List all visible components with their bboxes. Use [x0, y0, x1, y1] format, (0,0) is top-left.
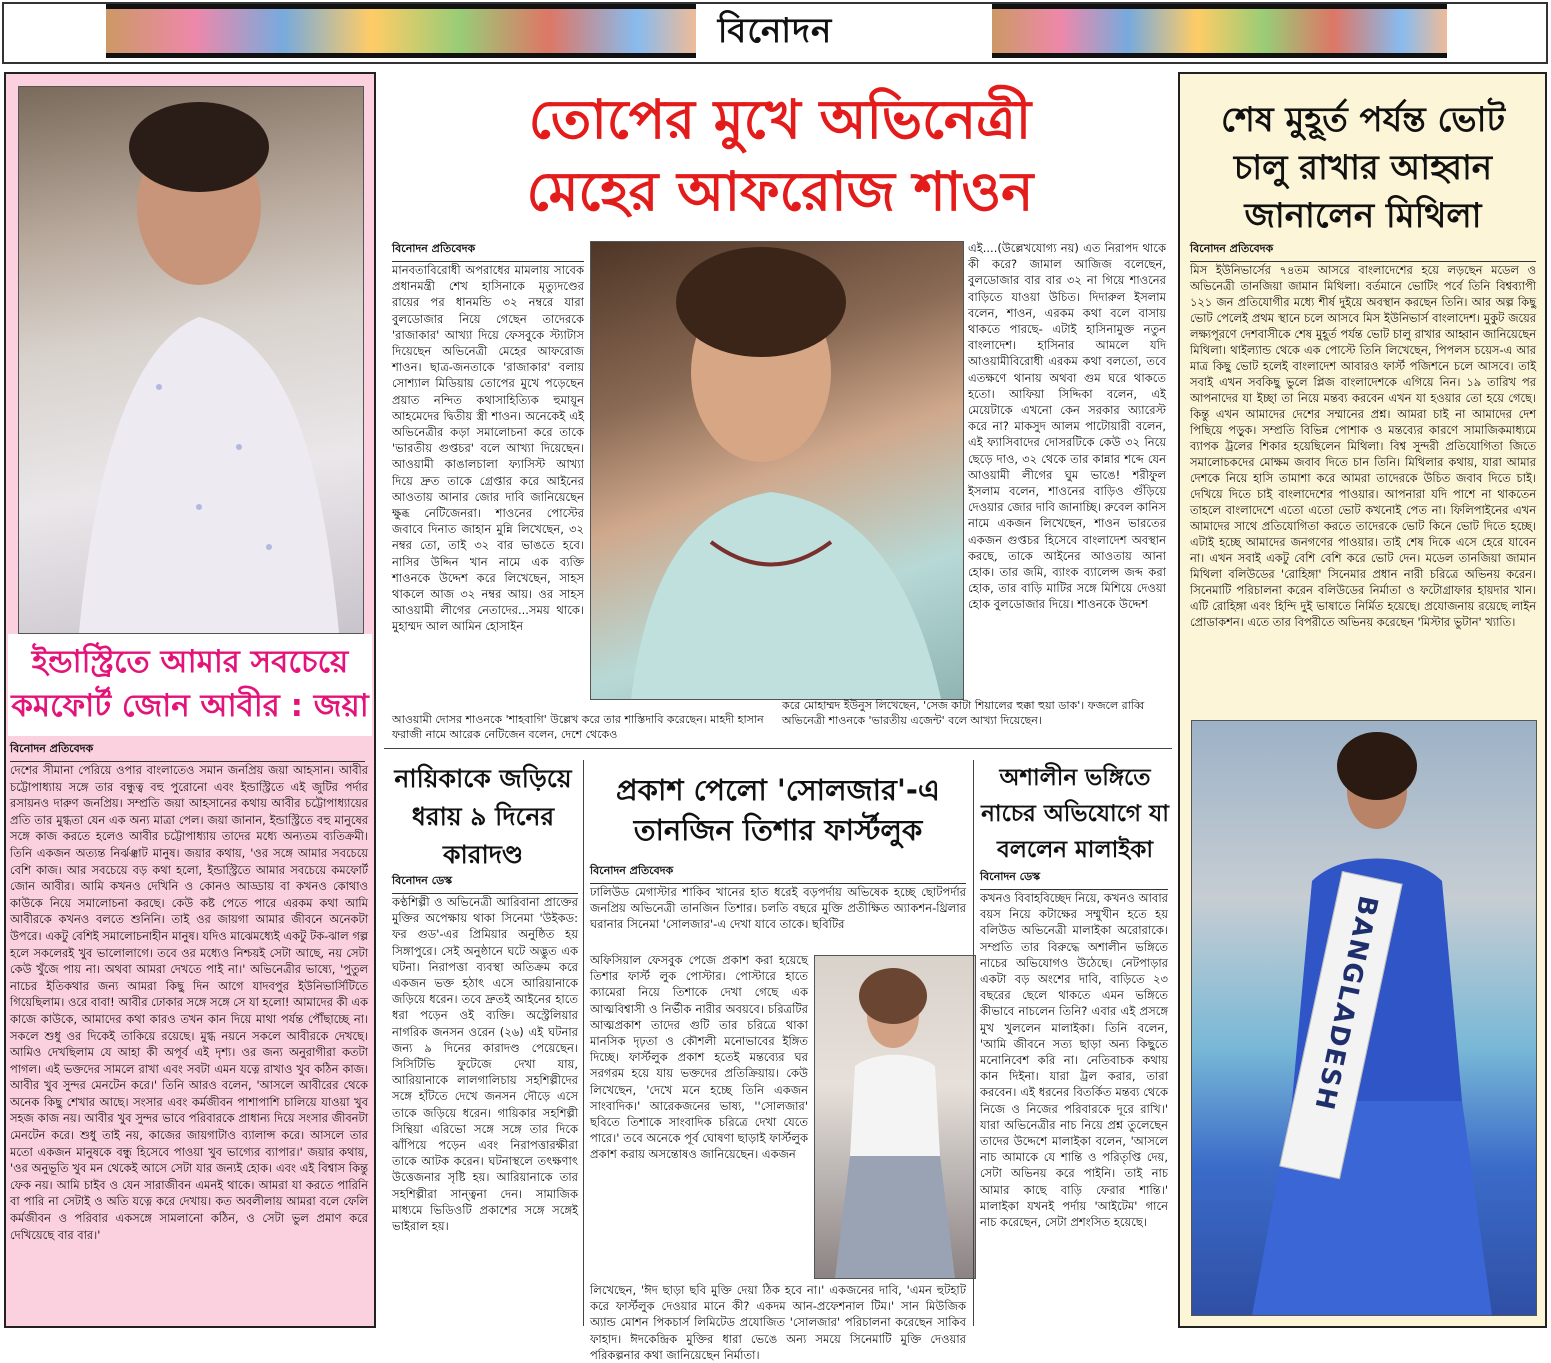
main-body-bottom-right: করে মোহাম্মদ ইউনুস লিখেছেন, 'সেজ কাটা শিয়ালের হুক্কা হুয়া ডাক'। ফজলে রাব্বি অভিনেত্রী শাওনকে 'ভারতীয় এজেন্ট' বলে আখ্যা দিয়েছেন। — [782, 699, 1145, 727]
film-strip-right — [992, 4, 1447, 58]
right-headline-line1: শেষ মুহূর্ত পর্যন্ত ভোট — [1220, 100, 1506, 140]
story-b3-byline: বিনোদন ডেস্ক — [980, 868, 1168, 890]
film-strip-left — [106, 4, 696, 58]
right-byline: বিনোদন প্রতিবেদক — [1190, 240, 1536, 262]
right-body: মিস ইউনিভার্সের ৭৪তম আসরে বাংলাদেশের হয়ে লড়ছেন মডেল ও অভিনেত্রী তানজিয়া জামান মিথিলা। বর্তমানে ভোটিং পর্বে তিনি বিশ্বব্যাপী ১২১ জন প্রতিযোগীর মধ্যে শীর্ষ দুইয়ে অবস্থান করছেন তিনি। আর অল্প কিছু ভোট পেলেই প্রথম স্থানে চলে আসবে মিস ইউনিভার্স বাংলাদেশ। মুকুট জয়ের লক্ষ্যপূরণে দেশবাসীকে শেষ মুহূর্ত পর্যন্ত ভোট চালু রাখার আহ্বান জানিয়েছেন মিথিলা। থাইল্যান্ড থেকে এক পোস্টে তিনি লিখেছেন, পিপলস চয়েস-এ আর মাত্র কিছু ভোট হলেই বাংলাদেশ আবারও ফার্স্ট পজিশনে চলে আসবে। তাই সবাই এখন সবকিছু ভুলে প্লিজ বাংলাদেশকে এগিয়ে নিন। ১৯ তারিখ পর আপনাদের যা ইচ্ছা তা নিয়ে মন্তব্য করবেন এখন যা হওয়ার তো হয়ে গেছে। কিন্তু এখন আমাদের দেশের সম্মানের প্রশ্ন। আমরা চাই না আমাদের দেশ পিছিয়ে পড়ুক। সম্প্রতি বিভিন্ন পোশাক ও মন্তব্যের কারণে সামাজিকমাধ্যমে ব্যাপক ট্রলের শিকার হয়েছিলেন মিথিলা। বিশ্ব সুন্দরী প্রতিযোগিতা জিতে সমালোচকদের মোক্ষম জবাব দিতে চান তিনি। মিথিলার কথায়, যারা আমার দেশকে নিয়ে হাসি তামাশা করে আমরা তাদেরকে উচিত জবাব দিতে চাই। দেখিয়ে দিতে চাই বাংলাদেশের পাওয়ার। আপনারা যদি পাশে না থাকতেন তাহলে বাংলাদেশে এতো এতো ভোট কখনোই পেত না। ফিলিপাইনের এখন আমাদের সাথে প্রতিযোগিতা করতে তাদেরকে ভোট কিনে ভোট দিতে হচ্ছে। এটাই হচ্ছে আমাদের জনগণের পাওয়ার। তাই শেষ দিকে এসে হেরে যাবেন না। এখন সবাই একটু বেশি বেশি করে ভোট দেন। মডেল তানজিয়া জামান মিথিলা বলিউডের 'রোহিঙ্গা' সিনেমার প্রধান নারী চরিত্রে অভিনয় করেন। সিনেমাটি পরিচালনা করেন বলিউডের নির্মাতা ও ফটোগ্রাফার হায়দার খান। এটি রোহিঙ্গা এবং হিন্দি দুই ভাষাতে নির্মিত হয়েছে। প্রযোজনায় রয়েছে লাইন প্রোডাকশন। এতে তার বিপরীতে অভিনয় করেছেন 'মিস্টার ভুটান' খ্যাতি। — [1190, 263, 1536, 629]
story-b1-body: কণ্ঠশিল্পী ও অভিনেত্রী আরিবানা প্রাক্তের মুক্তির অপেক্ষায় থাকা সিনেমা 'উইকড: ফর গুড'-এর প্রিমিয়ার অনুষ্ঠিত হয় সিঙ্গাপুরে। সেই অনুষ্ঠানে ঘটে অদ্ভুত এক ঘটনা। নিরাপত্তা ব্যবস্থা অতিক্রম করে একজন ভক্ত হঠাৎ এসে আরিয়ানাকে জড়িয়ে ধরেন। তবে দ্রুতই আইনের হাতে ধরা পড়েন ওই ব্যক্তি। অস্ট্রেলিয়ার নাগরিক জনসন ওরেন (২৬) এই ঘটনার জন্য ৯ দিনের কারাদণ্ড পেয়েছেন। সিসিটিভি ফুটেজে দেখা যায়, আরিয়ানাকে লালগালিচায় সহশিল্পীদের সঙ্গে হাঁটতে দেখে জনসন দৌড়ে এসে তাকে জড়িয়ে ধরেন। গায়িকার সহশিল্পী সিন্থিয়া এরিভো সঙ্গে সঙ্গে তার দিকে ঝাঁপিয়ে পড়েন এবং নিরাপত্তারক্ষীরা তাকে আটক করেন। ঘটনাস্থলে তৎক্ষণাৎ উত্তেজনার সৃষ্টি হয়। আরিয়ানাকে তার সহশিল্পীরা সান্ত্বনা দেন। সামাজিক মাধ্যমে ভিডিওটি প্রকাশের সঙ্গে সঙ্গেই ভাইরাল হয়। — [392, 895, 578, 1234]
story-b1-byline: বিনোদন ডেস্ক — [392, 872, 578, 894]
story-b2-body-top: ঢালিউড মেগাস্টার শাকিব খানের হাত ধরেই বড়পর্দায় অভিষেক হচ্ছে ছোটপর্দার জনপ্রিয় অভিনেত্রী তানজিন তিশার। চলতি বছরে মুক্তি প্রতীক্ষিত অ্যাকশন-থ্রিলার ঘরানার সিনেমা 'সোলজার'-এ দেখা যাবে তাকে। ছবিটির — [590, 885, 966, 932]
tisha-photo — [814, 955, 976, 1279]
right-headline-line2: চালু রাখার আহ্বান — [1233, 148, 1493, 188]
main-body-col3: এই....(উল্লেখযোগ্য নয়) এত নিরাপদ থাকে কী করে? জামাল আজিজ বলেছেন, বুলডোজার বার বার ৩২ না গিয়ে শাওনের বাড়িতে যাওয়া উচিত। দিদারুল ইসলাম বলেন, শাওন, এরকম কথা বলে বাসায় থাকতে পারছে- এটাই হাসিনামুক্ত নতুন বাংলাদেশ। হাসিনার আমলে যদি আওয়ামীবিরোধী এরকম কথা বলতো, তবে এতক্ষণে থানায় অথবা গুম ঘরে থাকতে হতো। আফিয়া সিদ্দিকা বলেন, এই মেয়েটাকে এখনো কেন সরকার অ্যারেস্ট করে না? মাকসুদ আলম পাটোয়ারী বলেন, এই ফ্যাসিবাদের দোসরটিকে কেউ ৩২ নিয়ে ছেড়ে দাও, ৩২ থেকে তার কান্নার শব্দে যেন আওয়ামী লীগের ঘুম ভাঙে! শরীফুল ইসলাম বলেন, শাওনের বাড়িও গুঁড়িয়ে দেওয়ার জোর দাবি জানাচ্ছি। রুবেল কানিস নামে একজন লিখেছেন, শাওন ভারতের একজন গুপ্তচর হিসেবে বাংলাদেশ অবস্থান করছে, তাকে আইনের আওতায় আনা হোক। তার জমি, ব্যাংক ব্যালেন্স জব্দ করা হোক, তার বাড়ি মাটির সঙ্গে মিশিয়ে দেওয়া হোক বুলডোজার দিয়ে। শাওনকে উদ্দেশ — [968, 241, 1166, 612]
story-b1-line3: কারাদণ্ড — [442, 840, 524, 869]
left-headline — [8, 634, 372, 736]
left-byline: বিনোদন প্রতিবেদক — [10, 740, 365, 762]
story-b2-byline: বিনোদন প্রতিবেদক — [590, 862, 966, 884]
main-body-col1: মানবতাবিরোধী অপরাধের মামলায় সাবেক প্রধানমন্ত্রী শেখ হাসিনাকে মৃত্যুদণ্ডের রায়ের পর ধানমন্ডি ৩২ নম্বরে যারা বুলডোজার নিয়ে গেছেন তাদেরকে 'রাজাকার' আখ্যা দিয়ে ফেসবুকে স্ট্যাটাস দিয়েছেন অভিনেত্রী মেহের আফরোজ শাওন। ছাত্র-জনতাকে 'রাজাকার' বলায় সোশ্যাল মিডিয়ায় তোপের মুখে পড়েছেন প্রয়াত নন্দিত কথাসাহিত্যিক হুমায়ূন আহমেদের দ্বিতীয় স্ত্রী শাওন। অনেকেই এই অভিনেত্রীর কড়া সমালোচনা করে তাকে 'ভারতীয় গুপ্তচর' বলে আখ্যা দিয়েছেন। আওয়ামী কাঙালচালা ফ্যাসিস্ট আখ্যা দিয়ে দ্রুত তাকে গ্রেপ্তার করে আইনের আওতায় আনার জোর দাবি জানিয়েছেন ক্ষুব্ধ নেটিজেনরা। শাওনের পোস্টের জবাবে দিনাত জাহান মুন্নি লিখেছেন, ৩২ নম্বর তো, তাই ৩২ বার ভাঙতে হবে। নাসির উদ্দিন খান নামে এক ব্যক্তি শাওনকে উদ্দেশ করে লিখেছেন, সাহস থাকলে আজ ৩২ নম্বর আয়। ওর সাহস আওয়ামী লীগের নেতাদের...সময় থাকে। মুহাম্মদ আল আমিন হোসাইন — [392, 263, 584, 634]
jaya-photo-art — [19, 87, 363, 633]
story-b3-line1: অশালীন ভঙ্গিতে — [999, 765, 1151, 791]
story-b2-body-bottom: লিখেছেন, 'ঈদ ছাড়া ছবি মুক্তি দেয়া ঠিক হবে না।' একজনের দাবি, 'এমন হুটহাট করে ফার্স্টলুক দেওয়ার মানে কী? একদম আন-প্রফেশনাল টিম।' সান মিউজিক অ্যান্ড মোশন পিকচার্স লিমিটেড প্রযোজিত 'সোলজার' পরিচালনা করেছেন সাকিব ফাহাদ। ঈদকেন্দ্রিক মুক্তির ধারা ভেঙে অন্য সময়ে সিনেমাটি মুক্তি দেওয়ার পরিকল্পনার কথা জানিয়েছেন নির্মাতা। — [590, 1283, 966, 1362]
main-byline: বিনোদন প্রতিবেদক — [392, 240, 584, 262]
story-b1-line1: নায়িকাকে জড়িয়ে — [394, 764, 572, 793]
main-bottom-rule — [384, 748, 1172, 749]
story-b1-headline — [388, 760, 578, 874]
left-headline-line2: কমফোর্ট জোন আবীর : জয়া — [11, 688, 369, 724]
story-b2-line1: প্রকাশ পেলো 'সোলজার'-এ — [616, 773, 940, 807]
rule-b1-b2 — [583, 760, 584, 1326]
main-headline-line1: তোপের মুখে অভিনেত্রী — [528, 88, 1032, 151]
shaon-photo — [590, 241, 964, 700]
left-headline-line1: ইন্ডাস্ট্রিতে আমার সবচেয়ে — [31, 644, 349, 680]
main-headline — [390, 84, 1170, 228]
story-b2-line2: তানজিন তিশার ফার্স্টলুক — [633, 813, 923, 847]
story-b2-headline — [588, 770, 968, 850]
jaya-photo — [18, 86, 364, 634]
rule-b2-b3 — [973, 760, 974, 1326]
story-b3-line3: বললেন মালাইকা — [996, 837, 1154, 863]
tisha-photo-art — [815, 956, 975, 1278]
story-b3-headline — [978, 760, 1172, 868]
right-headline — [1190, 96, 1536, 240]
left-body: দেশের সীমানা পেরিয়ে ওপার বাংলাতেও সমান জনপ্রিয় জয়া আহসান। আবীর চট্টোপাধ্যায় সঙ্গে তার বন্ধুত্ব বহু পুরোনো এবং ইন্ডাস্ট্রিতে এই জুটির পর্দার রসায়নও দারুণ জনপ্রিয়। সম্প্রতি জয়া আহসানের কথায় আবীর চট্টোপাধ্যায়ের প্রতি তার মুগ্ধতা যেন এক অন্য মাত্রা পেল। জয়া জানান, ইন্ডাস্ট্রিতে বহু মানুষের সঙ্গে কাজ করতে হলেও আবীর চট্টোপাধ্যায় তাদের মধ্যে অন্যতম ব্যতিক্রমী। তিনি একজন অত্যন্ত নির্ঝঞ্ঝাট মানুষ। জয়ার কথায়, 'ওর সঙ্গে আমার সবচেয়ে বেশি কাজ। আর সবচেয়ে বড় কথা হলো, ইন্ডাস্ট্রিতে আমার সবচেয়ে কমফোর্ট জোন আবীর। আমি কখনও দেখিনি ও কোনও আড্ডায় বা কখনও কোথাও কাউকে নিয়ে সমালোচনা করছে। কেউ কষ্ট পেতে পারে এরকম কথা আমি আবীরকে কখনও বলতে শুনিনি। তাই ওর জায়গা আমার জীবনে অনেকটা উপরে। একটু বেশিই সমালোচনাহীন মানুষ। যদিও মাঝেমধ্যেই একটু টক-ঝাল গল্প হলে সকলেরই খুব ভালোলাগে। তবে ওর মধ্যেও নিশ্চয়ই সেটা আছে, নয় সেটা কেউ খুঁজে পায় না। অথবা আমরা দেখতে পাই না।' অভিনেত্রীর ভাষ্যে, 'পুতুল নাচের ইতিকথার জন্য আমরা কিছু দিন আগে যাদবপুর ইউনিভার্সিটিতে গিয়েছিলাম। ওরে বাবা! আবীর ঢোকার সঙ্গে সঙ্গে সে যা হলো! আমাদের কী এক কাজে কাউকে, আমাদের কথা কারও তখন কান দিয়ে মাথা পর্যন্ত পৌঁছাচ্ছে না। সকলে শুধু ওর দিকেই তাকিয়ে রয়েছে। মুগ্ধ নয়নে সকলে আবীরকে দেখছে। আমিও দেখছিলাম যে আহা কী অপূর্ব এই দৃশ্য। ওর জন্য অনুরাগীরা কতটা পাগল। এই ভক্তদের সামলে রাখা এবং সবটা এমন যত্নে রাখাও খুব কঠিন কাজ। আবীর খুব সুন্দর মেনটেন করে।' তিনি আরও বলেন, 'আসলে আবীরের থেকে অনেক কিছু শেখার আছে। সংসার এবং কর্মজীবন পাশাপাশি চালিয়ে যাওয়া খুব সহজ কাজ নয়। আবীর খুব সুন্দর ভাবে পরিবারকে প্রাধান্য দিয়ে সংসার জীবনটা মেনটেন করে। শুধু তাই নয়, কাজের জায়গাটাও ব্যালান্স করে। আসলে তার মতো একজন মানুষকে বন্ধু হিসেবে পাওয়া খুব ভাগ্যের ব্যাপার।' জয়ার কথায়, 'ওর অনুভূতি খুব মন থেকেই আসে সেটা যার জন্যই হোক। এবং এই বিশ্বাস কিন্তু ফেক নয়। আমি চাইব ও যেন সারাজীবন এমনই থাকে। আমরা যা করতে পারিনি বা পারি না সেটাই ও অতি যত্নে করে দেখায়। কত অবলীলায় আমরা বলে ফেলি কর্মজীবন ও পরিবার একসঙ্গে সামলানো কঠিন, ও সেটা ভুল প্রমাণ করে দেখিয়েছে বার বার।' — [10, 763, 368, 1242]
right-headline-line3: জানালেন মিথিলা — [1244, 196, 1482, 236]
sash-text: BANGLADESH — [1308, 892, 1384, 1114]
main-headline-line2: মেহের আফরোজ শাওন — [526, 160, 1034, 223]
story-b2-body-left: অফিসিয়াল ফেসবুক পেজে প্রকাশ করা হয়েছে তিশার ফার্স্ট লুক পোস্টার। পোস্টারে হাতে ক্যামেরা নিয়ে তিশাকে দেখা গেছে এক আত্মবিশ্বাসী ও নির্ভীক নারীর অবয়বে। চরিত্রটির আত্মপ্রকাশ তাদের গুটি তার চরিত্রে থাকা মানসিক দৃঢ়তা ও কৌশলী মনোভাবের ইঙ্গিত দিচ্ছে। ফার্স্টলুক প্রকাশ হতেই মন্তব্যের ঘর সরগরম হয়ে যায় ভক্তদের প্রতিক্রিয়ায়। কেউ লিখেছেন, 'দেখে মনে হচ্ছে তিনি একজন সাংবাদিক।' আরেকজনের ভাষ্য, ''সোলজার' ছবিতে তিশাকে সাংবাদিক চরিত্রে দেখা যেতে পারে।' তবে অনেকে পূর্ব ঘোষণা ছাড়াই ফার্স্টলুক প্রকাশ করায় অসন্তোষও জানিয়েছেন। একজন — [590, 953, 808, 1162]
story-b1-line2: ধরায় ৯ দিনের — [411, 802, 555, 831]
mithila-photo — [1191, 720, 1537, 1316]
main-body-bottom-left: আওয়ামী দোসর শাওনকে 'শাহবাগি' উল্লেখ করে তার শাস্তিদাবি করেছেন। মাহদী হাসান ফরাজী নামে আরেক নেটিজেন বলেন, দেশে থেকেও — [392, 713, 764, 741]
shaon-photo-art — [591, 242, 963, 699]
section-title: বিনোদন — [717, 11, 833, 51]
story-b3-body: কখনও বিবাহবিচ্ছেদ নিয়ে, কখনও আবার বয়স নিয়ে কটাক্ষের সম্মুখীন হতে হয় বলিউড অভিনেত্রী মালাইকা অরোরাকে। সম্প্রতি তার বিরুদ্ধে অশালীন ভঙ্গিতে নাচের অভিযোগও উঠেছে। নেটপাড়ার একটা বড় অংশের দাবি, বাড়িতে ২৩ বছরের ছেলে থাকতে এমন ভঙ্গিতে কীভাবে নাচলেন তিনি? এবার এই প্রসঙ্গে মুখ খুললেন মালাইকা। তিনি বলেন, 'আমি জীবনে সত্য ছাড়া অন্য কিছুতে মনোনিবেশ করি না। নেতিবাচক কথায় কান দিইনা। যারা ট্রল করার, তারা করবেন। এই ধরনের বিতর্কিত মন্তব্য থেকে নিজে ও নিজের পরিবারকে দূরে রাখি।' যারা অভিনেত্রীর নাচ নিয়ে প্রশ্ন তুলেছেন তাদের উদ্দেশে মালাইকা বলেন, 'আসলে নাচ আমাকে যে শান্তি ও পরিতৃপ্তি দেয়, সেটা অভিনয় করে পাইনি। তাই নাচ আমার কাছে বাড়ি ফেরার শান্তি।' মালাইকা যখনই পর্দায় 'আইটেম' গানে নাচ করেছেন, সেটা প্রশংসিত হয়েছে। — [980, 891, 1168, 1230]
story-b3-line2: নাচের অভিযোগে যা — [981, 801, 1169, 827]
